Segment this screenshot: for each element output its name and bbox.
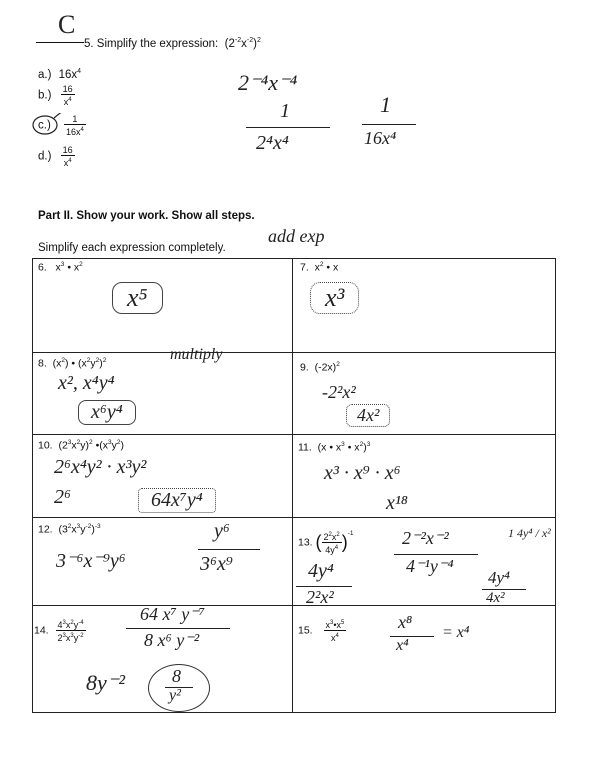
problem-11-answer: x¹⁸ <box>386 492 408 514</box>
problem-12-den: 3⁶x⁹ <box>200 553 233 575</box>
q5-choice-c[interactable]: c.) $\frac{1}{16x^4}$ <box>38 114 84 137</box>
problem-13-step2-num: 4y⁴ <box>308 560 334 582</box>
problem-6-prompt: 6. $x^3$ • $x^2$ <box>38 261 83 274</box>
problem-14-step-den: 8 x⁶ y⁻² <box>144 630 200 650</box>
grid-row-4 <box>32 605 556 606</box>
grid-row-2 <box>32 434 556 435</box>
problem-11-prompt: 11. (x • $x^3$ • $x^2)^3$ <box>298 441 371 454</box>
problem-14-fraction: $\frac{4^3x^2y^{-4}}{2^3x^3y^{-2}}$ <box>57 620 84 643</box>
choice-c-fraction: $\frac{1}{16x^4}$ <box>65 114 84 137</box>
choice-a-text: $16x^4$ <box>58 68 82 81</box>
problem-8-step-1: x², x⁴y⁴ <box>58 372 115 394</box>
q5-result-bar <box>362 124 416 125</box>
problem-6-answer: x⁵ <box>112 282 163 314</box>
problem-12-prompt: 12. $(3^2x^3y^{-2})^{-3}$ <box>38 523 101 536</box>
part2-title: Part II. Show your work. Show all steps. <box>38 210 255 222</box>
q5-expression: $(2^{-2}x^{-2})^2$ <box>221 37 261 50</box>
problem-8-prompt: 8. $(x^2)$ • $(x^2y^2)^2$ <box>38 357 107 370</box>
problem-13-result-den: 4x² <box>486 590 505 606</box>
q5-result-den: 16x⁴ <box>364 128 397 148</box>
grid-right <box>555 258 556 712</box>
problem-15-den: x⁴ <box>396 637 409 654</box>
grid-middle <box>292 258 293 712</box>
grid-row-1 <box>32 352 556 353</box>
q5-choice-a[interactable]: a.) $16x^4$ <box>38 68 82 81</box>
problem-9-answer: 4x² <box>346 404 390 427</box>
problem-15-fraction: $\frac{x^3•x^5}{x^4}$ <box>325 620 345 643</box>
grid-top <box>32 258 556 259</box>
problem-13-fraction: $\frac{2^2x^2}{4y^4}$ <box>323 532 340 555</box>
q5-work-num: 1 <box>280 100 290 122</box>
q5-answer-mark: C <box>58 10 76 39</box>
problem-8-note: multiply <box>170 346 223 363</box>
problem-10-answer: 64x⁷y⁴ <box>138 488 216 513</box>
problem-9-step-1: -2²x² <box>322 382 356 402</box>
q5-number: 5. <box>84 37 94 50</box>
problem-12-num: y⁶ <box>214 520 230 542</box>
problem-14-answer <box>148 664 210 712</box>
q5-prompt <box>84 37 261 50</box>
problem-10-step-1: 2⁶x⁴y² · x³y² <box>54 456 147 478</box>
q5-result-num: 1 <box>380 92 391 117</box>
problem-13-step-num: 2⁻²x⁻² <box>402 528 449 548</box>
q5-prompt-text: Simplify the expression: <box>96 37 219 50</box>
problem-12-fraction-bar <box>198 549 260 550</box>
problem-8-answer: x⁶y⁴ <box>78 400 136 425</box>
problem-13-step-den: 4⁻¹y⁻⁴ <box>406 556 454 576</box>
q5-choice-c-circle <box>30 113 64 139</box>
problem-10-step-2: 2⁶ <box>54 486 71 508</box>
grid-bottom <box>32 712 556 713</box>
problem-14-step-num: 64 x⁷ y⁻⁷ <box>140 604 205 624</box>
problem-7-prompt: 7. $x^2$ • x <box>300 261 339 274</box>
grid-left <box>32 258 33 712</box>
problem-15-num: x⁸ <box>398 612 413 632</box>
problem-12-step-1: 3⁻⁶x⁻⁹y⁶ <box>56 550 126 572</box>
problem-13-step2-den: 2²x² <box>306 587 334 607</box>
problem-14-answer-den: y² <box>169 687 181 704</box>
q5-work-fraction-bar <box>246 127 330 128</box>
problem-15-result: = x⁴ <box>442 624 470 641</box>
problem-14-answer-num: 8 <box>172 666 181 686</box>
problem-14-step-bar <box>126 628 230 629</box>
part2-note: add exp <box>268 226 325 246</box>
q5-choice-b[interactable]: b.) $\frac{16}{x^4}$ <box>38 84 73 107</box>
problem-14-step-2: 8y⁻² <box>86 670 125 695</box>
choice-b-fraction: $\frac{16}{x^4}$ <box>62 84 73 107</box>
problem-13-result-num: 4y⁴ <box>488 568 510 587</box>
choice-d-fraction: $\frac{16}{x^4}$ <box>62 145 73 168</box>
problem-9-prompt: 9. $(-2x)^2$ <box>300 361 340 374</box>
problem-14-prompt: 14. $\frac{4^3x^2y^{-4}}{2^3x^3y^{-2}}$ <box>34 620 84 643</box>
q5-work-line1: 2⁻⁴x⁻⁴ <box>238 70 298 95</box>
q5-answer-blank[interactable] <box>36 10 84 43</box>
grid-row-3 <box>32 517 556 518</box>
q5-work-den: 2⁴x⁴ <box>256 132 289 154</box>
problem-15-prompt: 15. $\frac{x^3•x^5}{x^4}$ <box>298 620 345 643</box>
problem-7-answer: x³ <box>310 282 359 314</box>
problem-10-prompt: 10. $(2^3x^2y)^2$ $•(x^3y^2)$ <box>38 439 124 452</box>
problem-13-step-bar <box>394 554 478 555</box>
q5-choice-d[interactable]: d.) $\frac{16}{x^4}$ <box>38 145 73 168</box>
problem-13-margin-note: 1 4y⁴ / x² <box>508 526 551 540</box>
problem-11-step-1: x³ · x⁹ · x⁶ <box>324 462 401 484</box>
part2-instruction: Simplify each expression completely. <box>38 242 226 254</box>
problem-13-prompt: 13. ( $\frac{2^2x^2}{4y^4}$ )$^{-1}$ <box>298 530 354 555</box>
